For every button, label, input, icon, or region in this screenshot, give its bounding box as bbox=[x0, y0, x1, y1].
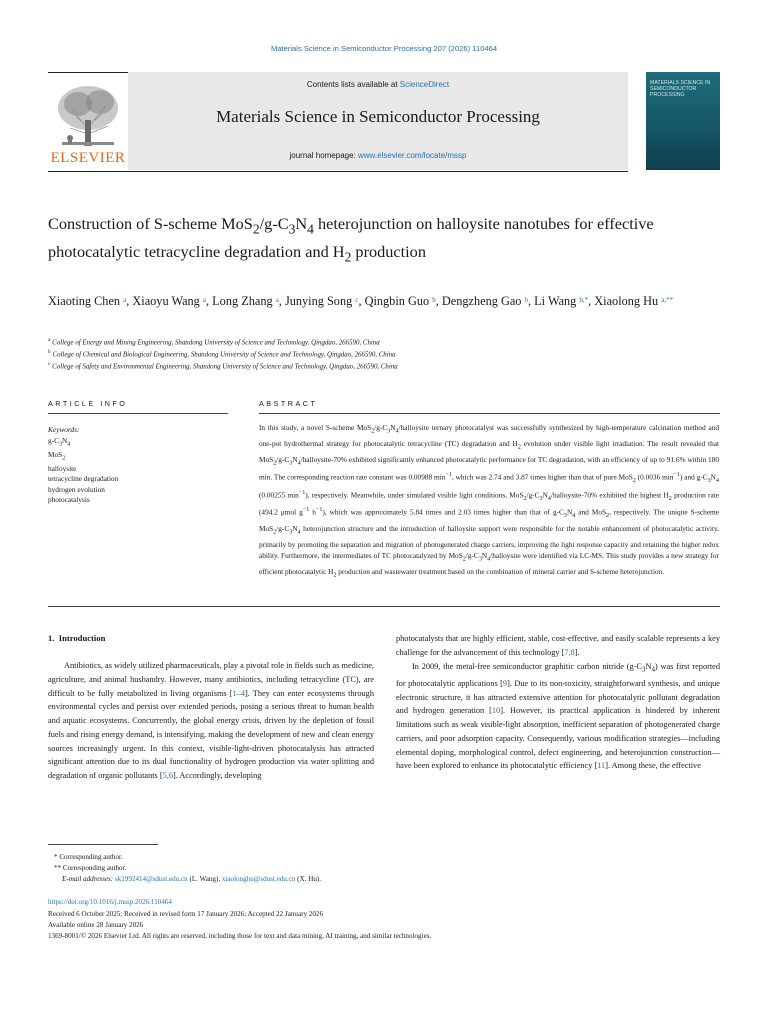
journal-reference-link[interactable]: Materials Science in Semiconductor Processing 207 (2026) 110464 bbox=[270, 44, 498, 53]
footnote-rule bbox=[48, 844, 158, 845]
body-column-left bbox=[48, 659, 374, 783]
email-label: E-mail addresses: bbox=[62, 875, 114, 883]
email-link-wang[interactable]: sk1992414@sdust.edu.cn bbox=[114, 875, 188, 883]
affiliation-a: $^a$ College of Energy and Mining Engineering, Shandong University of Science and Technology, Qingdao, 266590, China bbox=[48, 337, 380, 347]
doi-link[interactable]: https://doi.org/10.1016/j.mssp.2026.110464 bbox=[48, 898, 172, 906]
affiliation-b: $^b$ College of Chemical and Biological Engineering, Shandong University of Science and Technology, Qingdao, 266590, China bbox=[48, 349, 396, 359]
elsevier-wordmark: ELSEVIER bbox=[50, 150, 126, 166]
journal-title[interactable]: Materials Science in Semiconductor Processing bbox=[216, 107, 540, 126]
sciencedirect-link[interactable]: ScienceDirect bbox=[399, 80, 450, 89]
section-heading-introduction: 1. Introduction bbox=[48, 633, 106, 643]
journal-homepage-link[interactable]: www.elsevier.com/locate/mssp bbox=[358, 151, 467, 160]
journal-homepage-line: journal homepage: www.elsevier.com/locate/mssp bbox=[289, 151, 467, 160]
keyword-item: hydrogen evolution bbox=[48, 484, 105, 494]
keyword-item: photocatalysis bbox=[48, 495, 90, 505]
keywords-box bbox=[48, 425, 228, 506]
body-paragraph: In 2009, the metal-free semiconductor graphitic carbon nitride $(g-C_3N_4)$ was first reported for photocatalytic applications [9]. Due to its non-toxicity, straightforward synthesis, and unique electronic structure, it has attracted extensive attention for photocatalytic pollutant degradation and hydrogen generation [10]. However, its practical application is hindered by inherent limitations such as weak visible-light absorption, inefficient separation of photogenerated charge carriers, and poor adsorption capacity. Consequently, various modification strategies—including elemental doping, morphological control, defect engineering, and heterojunction construction—have been explored to enhance its photocatalytic efficiency [11]. Among these, the effective bbox=[396, 661, 720, 771]
keywords-label: Keywords: bbox=[48, 425, 80, 434]
contents-line: Contents lists available at ScienceDirect bbox=[306, 80, 450, 89]
abstract-bottom-rule bbox=[48, 606, 720, 607]
available-online-date: Available online 28 January 2026 bbox=[48, 921, 144, 929]
footnote-corresponding-2: ** Corresponding author. bbox=[54, 864, 127, 872]
body-paragraph: Antibiotics, as widely utilized pharmaceuticals, play a pivotal role in fields such as medicine, agriculture, and animal husbandry. However, many antibiotics, including tetracycline (TC), are difficult to be fully metabolized in living organisms [1–4]. They can enter ecosystems through environmental cycles and persist over extended periods, posing a serious threat to human health and aquatic ecosystems. Concurrently, the global energy crisis, driven by the depletion of fossil fuels and rising energy demand, is intensifying, making the development of new and clean energy sources increasingly urgent. In this context, visible-light-driven photocatalysis has attracted significant attention due to its dual functionality of hydrogen production via water splitting and degradation of organic pollutants [5,6]. Accordingly, developing bbox=[48, 661, 374, 780]
keyword-item: MoS$_2$ bbox=[48, 449, 66, 462]
author-list: Xiaoting Chen $^a$, Xiaoyu Wang $^a$, Long Zhang $^a$, Junying Song $^c$, Qingbin Guo $^b$, Dengzheng Gao $^b$, Li Wang $^{b,*}$, Xiaolong Hu $^{a,**}$ bbox=[48, 294, 674, 308]
article-info-heading: ARTICLE INFO bbox=[48, 399, 128, 408]
affiliation-c: $^c$ College of Safety and Environmental Engineering, Shandong University of Science and Technology, Qingdao, 266590, China bbox=[48, 361, 398, 371]
keyword-item: halloysite bbox=[48, 463, 77, 473]
footnote-emails: E-mail addresses: sk1992414@sdust.edu.cn (L. Wang), xiaolonghu@sdust.edu.cn (X. Hu). bbox=[62, 875, 322, 883]
journal-cover-title: MATERIALS SCIENCE IN SEMICONDUCTOR PROCESSING bbox=[650, 80, 711, 98]
footnote-corresponding-1: * Corresponding author. bbox=[54, 853, 123, 861]
email-link-hu[interactable]: xiaolonghu@sdust.edu.cn bbox=[221, 875, 296, 883]
keyword-item: $g-C_3N_4$ bbox=[48, 435, 71, 448]
body-paragraph: photocatalysts that are highly efficient, stable, cost-effective, and easily scalable represents a key challenge for the advancement of this technology [7,8]. bbox=[396, 634, 720, 657]
received-dates: Received 6 October 2025; Received in revised form 17 January 2026; Accepted 22 January 2026 bbox=[48, 910, 323, 918]
article-title: Construction of S-scheme $MoS_2/g-C_3N_4$ heterojunction on halloysite nanotubes for effective photocatalytic tetracycline degradation and $H_2$ production bbox=[48, 214, 654, 265]
article-info-rule bbox=[48, 413, 228, 414]
keyword-item: tetracycline degradation bbox=[48, 474, 119, 484]
abstract-text: In this study, a novel S-scheme $MoS_2/g-C_3N_4$/halloysite ternary photocatalyst was successfully synthesized by high-temperature calcination method and one-pot hydrothermal strategy for photocatalytic tetracycline (TC) degradation and $H_2$ evolution under visible light irradiation. The result revealed that $MoS_2/g-C_3N_4/halloysite-70\%$ exhibited significantly enhanced photocatalytic performance for TC degradation, with an efficiency of up to 91.6% within 180 min. The corresponding reaction rate constant was 0.00988 $\min^{-1}$, which was 2.74 and 3.87 times higher than that of pure MoS$_2$ (0.0036 $\min^{-1}$) and $g-C_3N_4$ (0.00255 $\min^{-1}$), respectively. Meanwhile, under simulated visible light conditions, $MoS_2/g-C_3N_4/halloysite-70\%$ exhibited the highest $H_2$ production rate (494.2 μmol $g^{-1}$ $h^{-1}$), which was approximately 5.84 times and 2.03 times higher than that of $g-C_3N_4$ and MoS$_2$, respectively. The unique S-scheme $MoS_2/g-C_3N_4$ heterojunction structure and the introduction of halloysite support were responsible for the notable enhancement of photocatalytic activity, primarily by promoting the separation and migration of photogenerated charge carriers, improving the light response capacity and retaining the higher redox ability. Furthermore, the intermediates of TC photocatalyzed by $MoS_2/g-C_3N_4$/halloysite were identified via LC-MS. This study provides a new strategy for efficient photocatalytic $H_2$ production and wastewater treatment based on the combination of mineral carrier and S-scheme heterojunction. bbox=[259, 423, 719, 579]
abstract-rule bbox=[259, 413, 720, 414]
body-column-right bbox=[396, 632, 720, 773]
abstract-heading: ABSTRACT bbox=[259, 399, 318, 408]
header-bottom-rule bbox=[48, 171, 628, 172]
copyright-line: 1369-8001/© 2026 Elsevier Ltd. All rights are reserved, including those for text and data mining, AI training, and similar technologies. bbox=[48, 932, 432, 940]
